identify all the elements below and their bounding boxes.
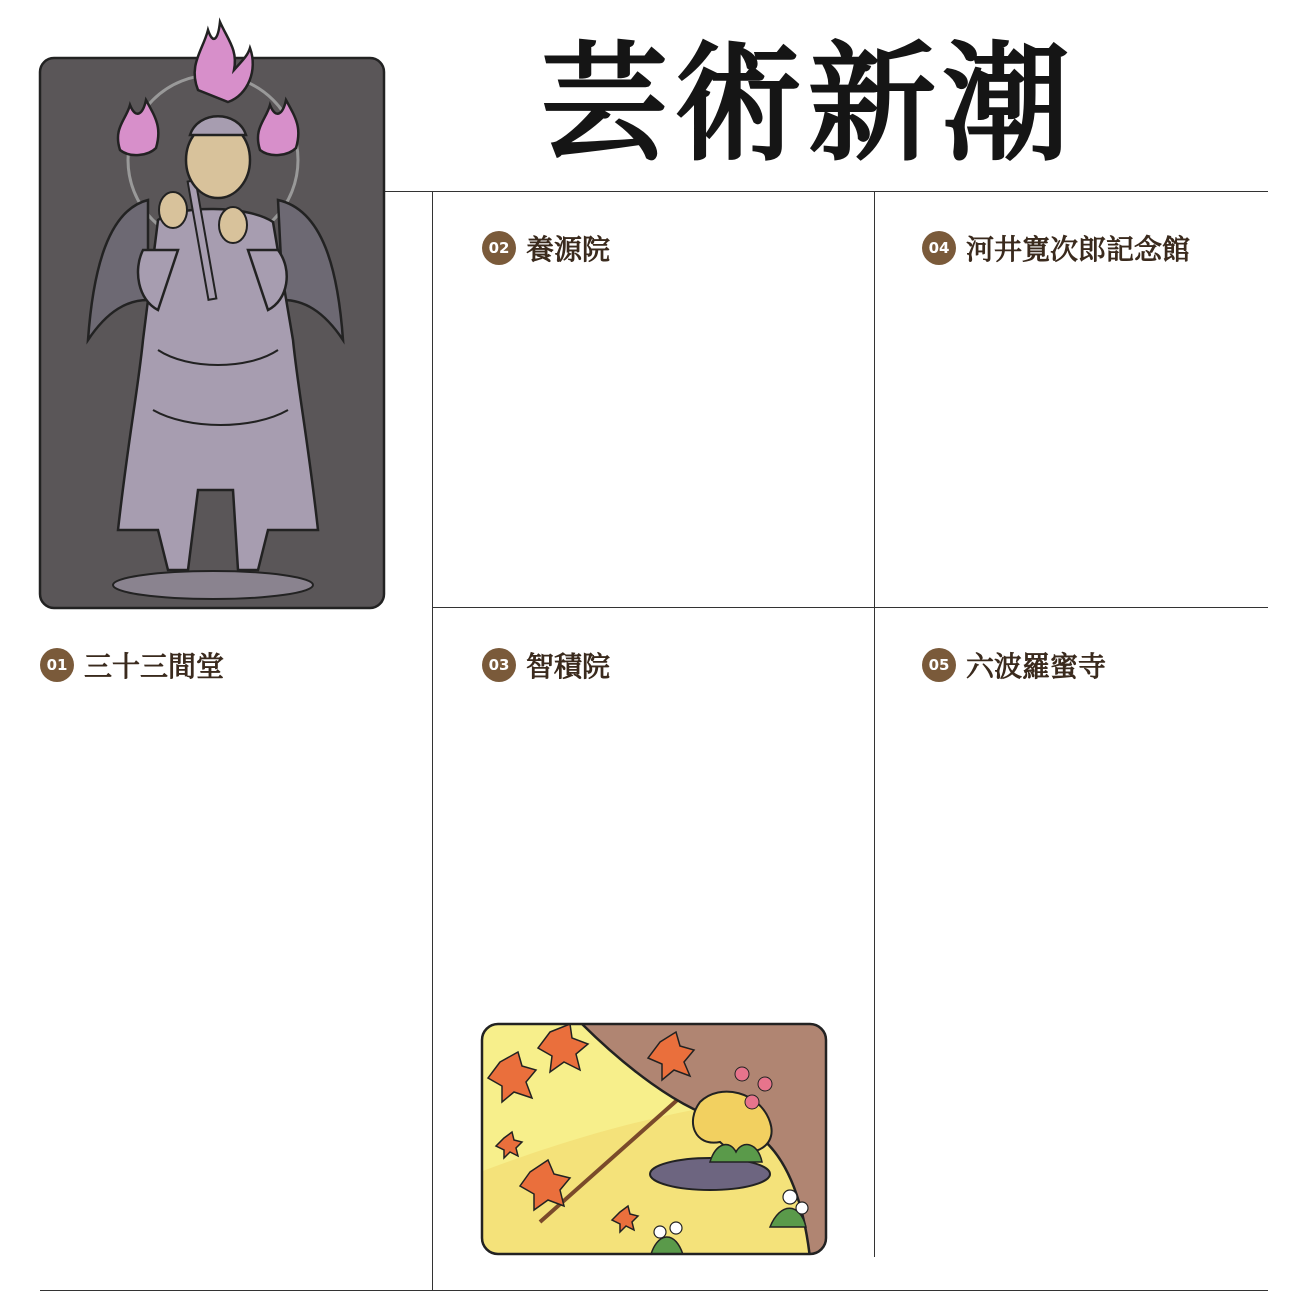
article-number-badge: 05 xyxy=(922,648,956,682)
magazine-title: 芸術新潮 xyxy=(540,30,1077,179)
rule-top xyxy=(384,191,1268,192)
article-title: 河井寛次郎記念館 xyxy=(966,233,1191,266)
article-number-badge: 03 xyxy=(482,648,516,682)
article-header xyxy=(40,643,380,687)
article-01 xyxy=(40,643,380,703)
article-header xyxy=(922,226,1268,270)
rule-middle xyxy=(432,607,1268,608)
article-title: 智積院 xyxy=(526,650,611,683)
article-04 xyxy=(922,226,1268,286)
article-number-badge: 02 xyxy=(482,231,516,265)
article-number-badge: 01 xyxy=(40,648,74,682)
article-02 xyxy=(482,226,827,286)
article-05 xyxy=(922,643,1268,703)
article-header xyxy=(482,226,827,270)
rule-col-2 xyxy=(874,191,875,607)
article-title: 六波羅蜜寺 xyxy=(966,650,1107,683)
rule-bottom xyxy=(40,1290,1268,1291)
article-number-badge: 04 xyxy=(922,231,956,265)
statue-illustration xyxy=(38,10,386,610)
article-03 xyxy=(482,643,827,703)
article-header xyxy=(482,643,827,687)
article-header xyxy=(922,643,1268,687)
rule-col-2-lower xyxy=(874,607,875,1257)
autumn-maple-garden-illustration xyxy=(480,1022,830,1258)
article-title: 三十三間堂 xyxy=(84,650,225,683)
buddhist-guardian-statue-illustration xyxy=(38,10,386,610)
garden-illustration xyxy=(480,1022,830,1258)
rule-col-1 xyxy=(432,191,433,1290)
article-title: 養源院 xyxy=(526,233,611,266)
